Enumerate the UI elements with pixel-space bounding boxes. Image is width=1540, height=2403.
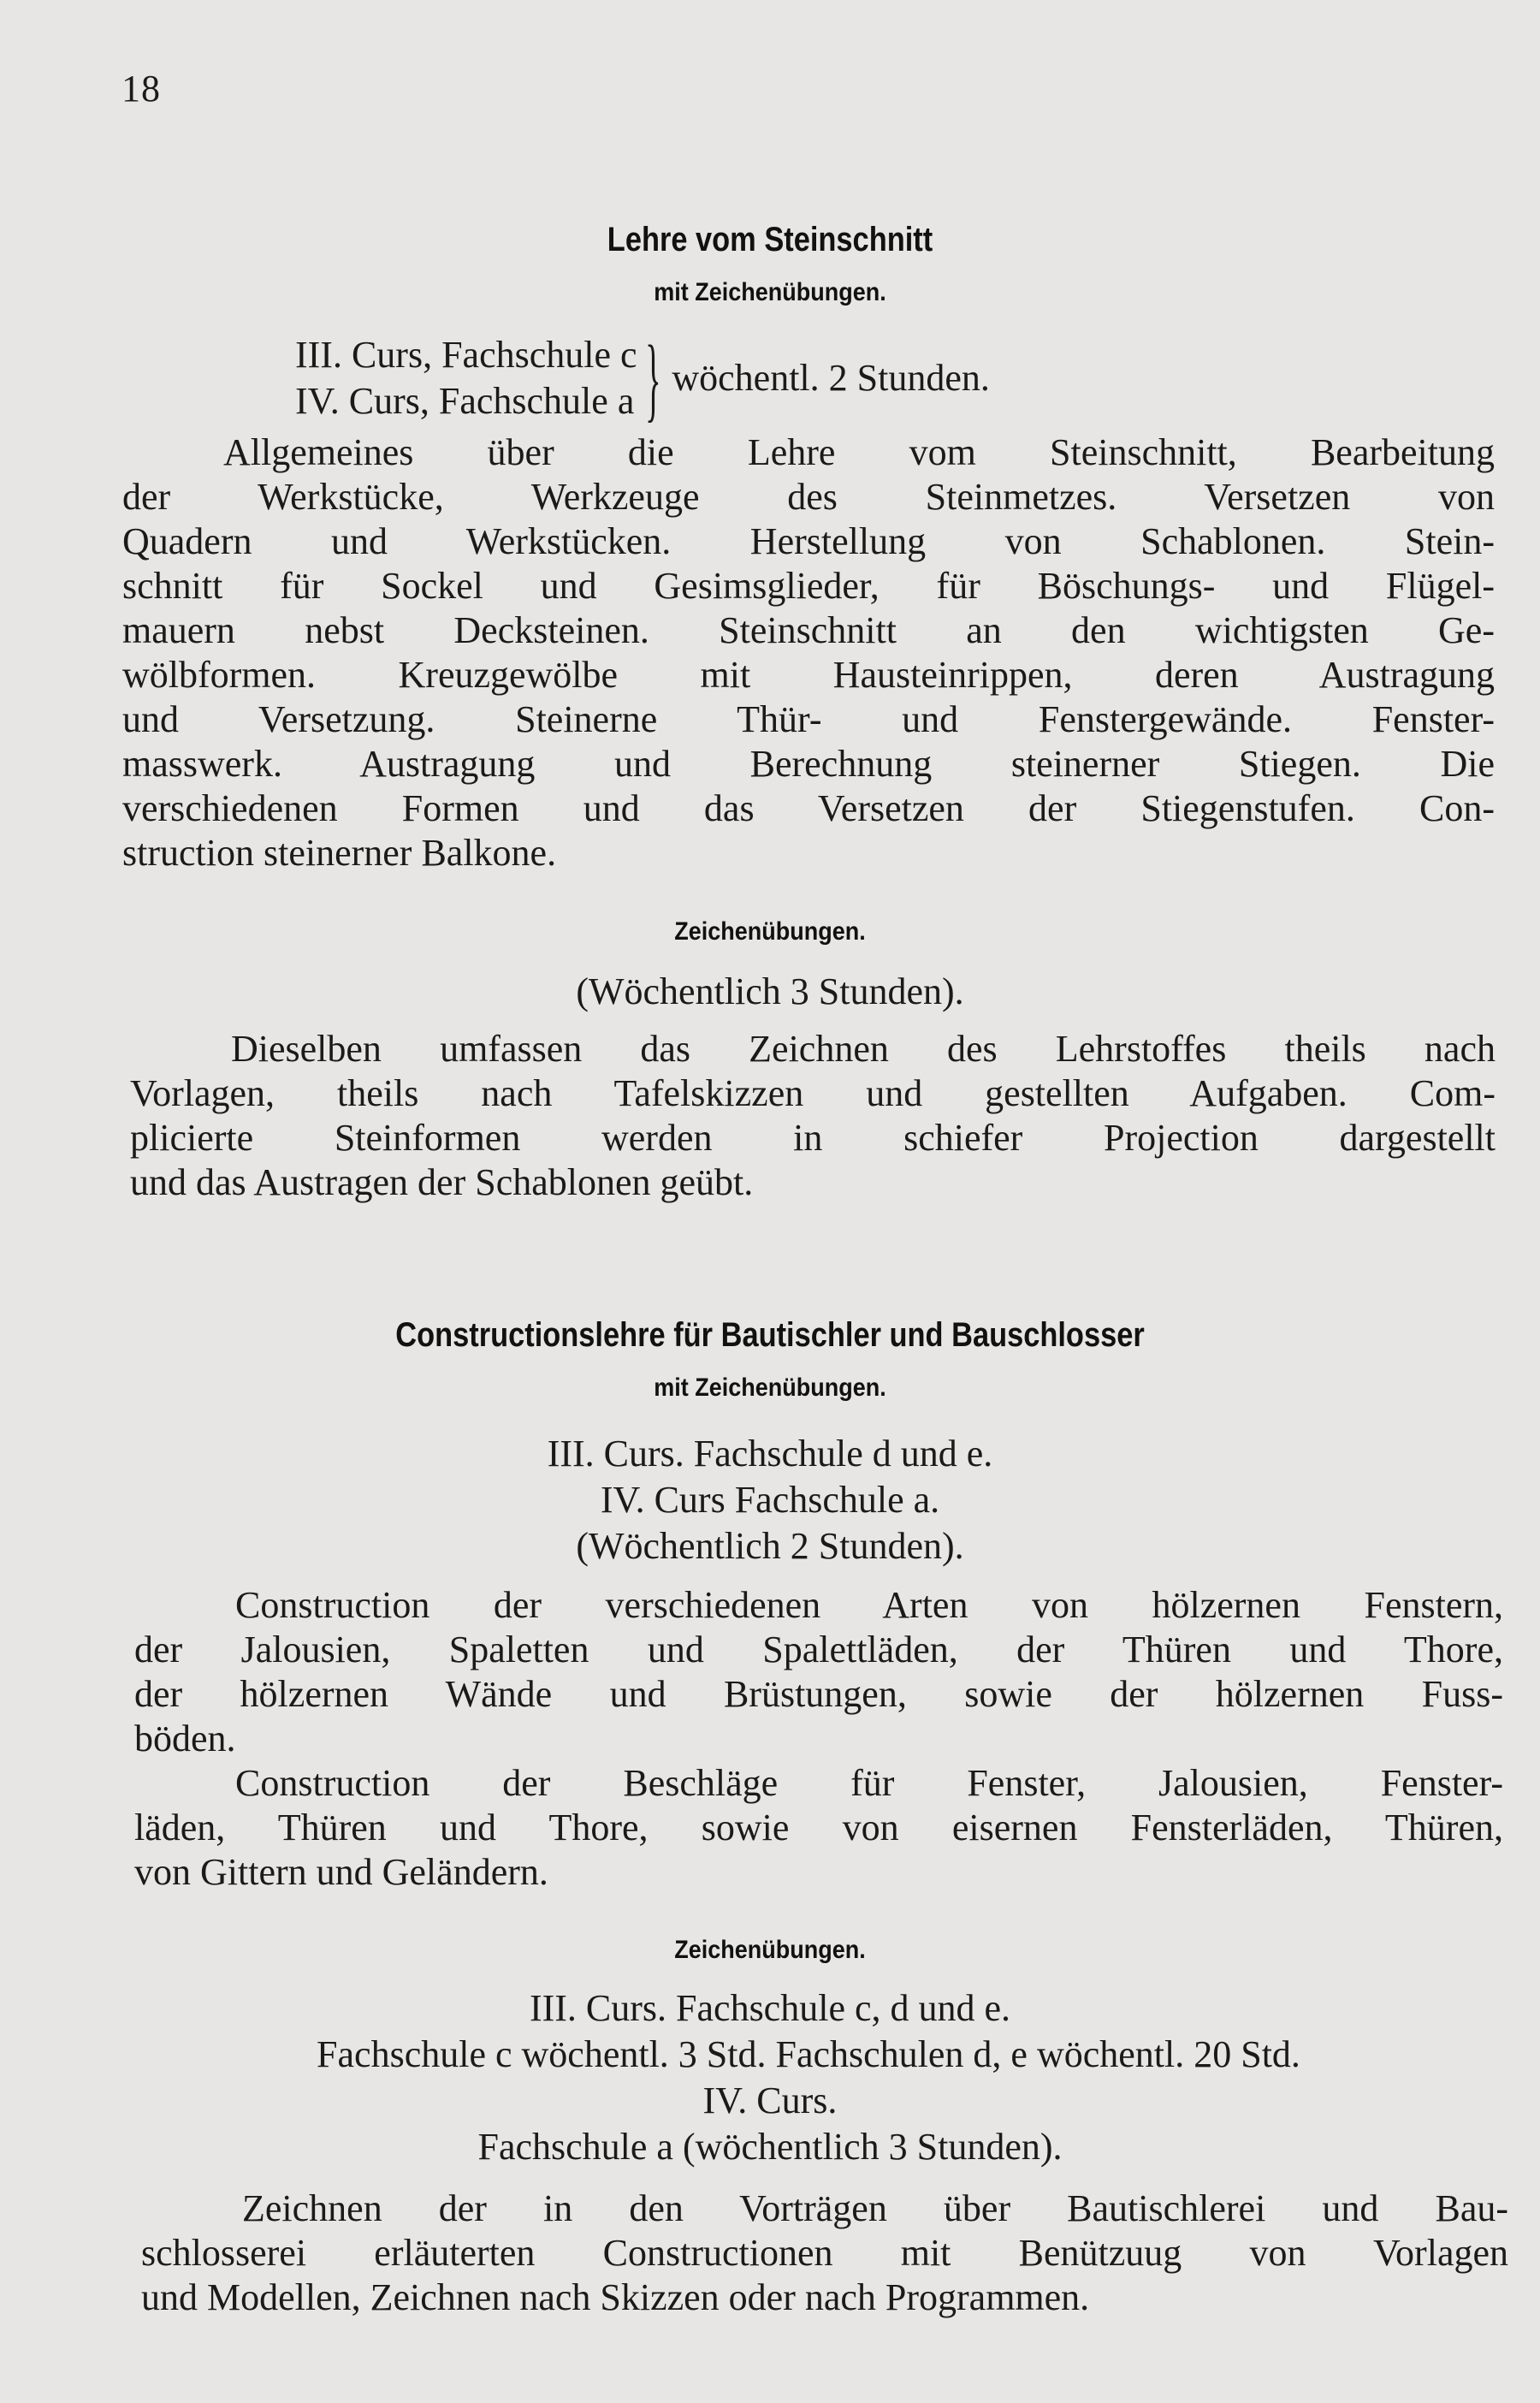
drawing-schedule-bautischler <box>0 1985 1540 2170</box>
drawing-course-4: IV. Curs. <box>702 2080 838 2121</box>
section-title-steinschnitt: Lehre vom Steinschnitt <box>607 221 933 258</box>
text-line: der hölzernen Wände und Brüstungen, sowie der hölzernen Fuss- <box>134 1673 1503 1715</box>
text-line: plicierte Steinformen werden in schiefer Projection dargestellt <box>130 1117 1496 1159</box>
text-line: Zeichnen der in den Vorträgen über Bautischlerei und Bau- <box>242 2187 1508 2229</box>
section-title-bautischler: Constructionslehre für Bautischler und Bauschlosser <box>395 1316 1145 1354</box>
section-subtitle-steinschnitt: mit Zeichenübungen. <box>654 278 886 306</box>
text-line: verschiedenen Formen und das Versetzen der Stiegenstufen. Con- <box>122 787 1495 829</box>
page-number: 18 <box>121 68 161 110</box>
paragraph-drawing-bautischler <box>141 2186 1508 2320</box>
text-line: und Versetzung. Steinerne Thür- und Fenstergewände. Fenster- <box>122 698 1495 740</box>
course-info-steinschnitt <box>295 326 990 430</box>
drawing-hours-4: Fachschule a (wöchentlich 3 Stunden). <box>477 2126 1063 2168</box>
text-line: mauern nebst Decksteinen. Steinschnitt an den wichtigsten Ge- <box>122 609 1495 651</box>
course-info-bautischler <box>0 1431 1540 1569</box>
paragraph-beschlaege <box>134 1761 1503 1895</box>
text-line: und das Austragen der Schablonen geübt. <box>130 1161 754 1203</box>
text-line: von Gittern und Geländern. <box>134 1851 548 1893</box>
text-line: struction steinerner Balkone. <box>122 832 557 874</box>
text-line: Vorlagen, theils nach Tafelskizzen und gestellten Aufgaben. Com- <box>130 1072 1496 1114</box>
text-line: Dieselben umfassen das Zeichnen des Lehrstoffes theils nach <box>231 1028 1496 1070</box>
section-subtitle-bautischler: mit Zeichenübungen. <box>654 1374 886 1402</box>
drawing-hours-3: Fachschule c wöchentl. 3 Std. Fachschulen d, e wöchentl. 20 Std. <box>317 2033 1300 2075</box>
course-line-3: III. Curs, Fachschule c <box>295 334 637 376</box>
text-line: läden, Thüren und Thore, sowie von eisernen Fensterläden, Thüren, <box>134 1807 1503 1848</box>
drawing-title-steinschnitt: Zeichenübungen. <box>674 917 866 946</box>
course-hours: wöchentl. 2 Stunden. <box>672 357 990 399</box>
text-line: der Jalousien, Spaletten und Spalettläden, der Thüren und Thore, <box>134 1629 1503 1670</box>
text-line: böden. <box>134 1718 236 1759</box>
drawing-title-bautischler: Zeichenübungen. <box>674 1936 866 1964</box>
paragraph-drawing-steinschnitt <box>130 1027 1496 1205</box>
paragraph-fenster <box>134 1583 1503 1761</box>
text-line: schnitt für Sockel und Gesimsglieder, für Böschungs- und Flügel- <box>122 565 1495 607</box>
text-line: und Modellen, Zeichnen nach Skizzen oder nach Programmen. <box>141 2276 1090 2318</box>
brace-glyph: } <box>644 326 661 430</box>
drawing-hours-steinschnitt: (Wöchentlich 3 Stunden). <box>576 970 964 1012</box>
course-line-4: IV. Curs, Fachschule a <box>295 380 635 422</box>
course-line-4: IV. Curs Fachschule a. <box>600 1479 940 1521</box>
course-line-3: III. Curs. Fachschule d und e. <box>547 1433 993 1474</box>
text-line: masswerk. Austragung und Berechnung steinerner Stiegen. Die <box>122 743 1495 785</box>
text-line: Allgemeines über die Lehre vom Steinschnitt, Bearbeitung <box>223 431 1495 473</box>
text-line: Construction der Beschläge für Fenster, Jalousien, Fenster- <box>235 1762 1503 1804</box>
text-line: der Werkstücke, Werkzeuge des Steinmetzes. Versetzen von <box>122 476 1495 518</box>
paragraph-steinschnitt <box>122 430 1495 875</box>
text-line: Construction der verschiedenen Arten von hölzernen Fenstern, <box>235 1584 1503 1626</box>
text-line: schlosserei erläuterten Constructionen mit Benützuug von Vorlagen <box>141 2232 1508 2274</box>
course-hours: (Wöchentlich 2 Stunden). <box>576 1525 964 1567</box>
text-line: wölbformen. Kreuzgewölbe mit Hausteinrippen, deren Austragung <box>122 654 1495 696</box>
drawing-course-3: III. Curs. Fachschule c, d und e. <box>529 1987 1011 2029</box>
text-line: Quadern und Werkstücken. Herstellung von Schablonen. Stein- <box>122 520 1495 562</box>
